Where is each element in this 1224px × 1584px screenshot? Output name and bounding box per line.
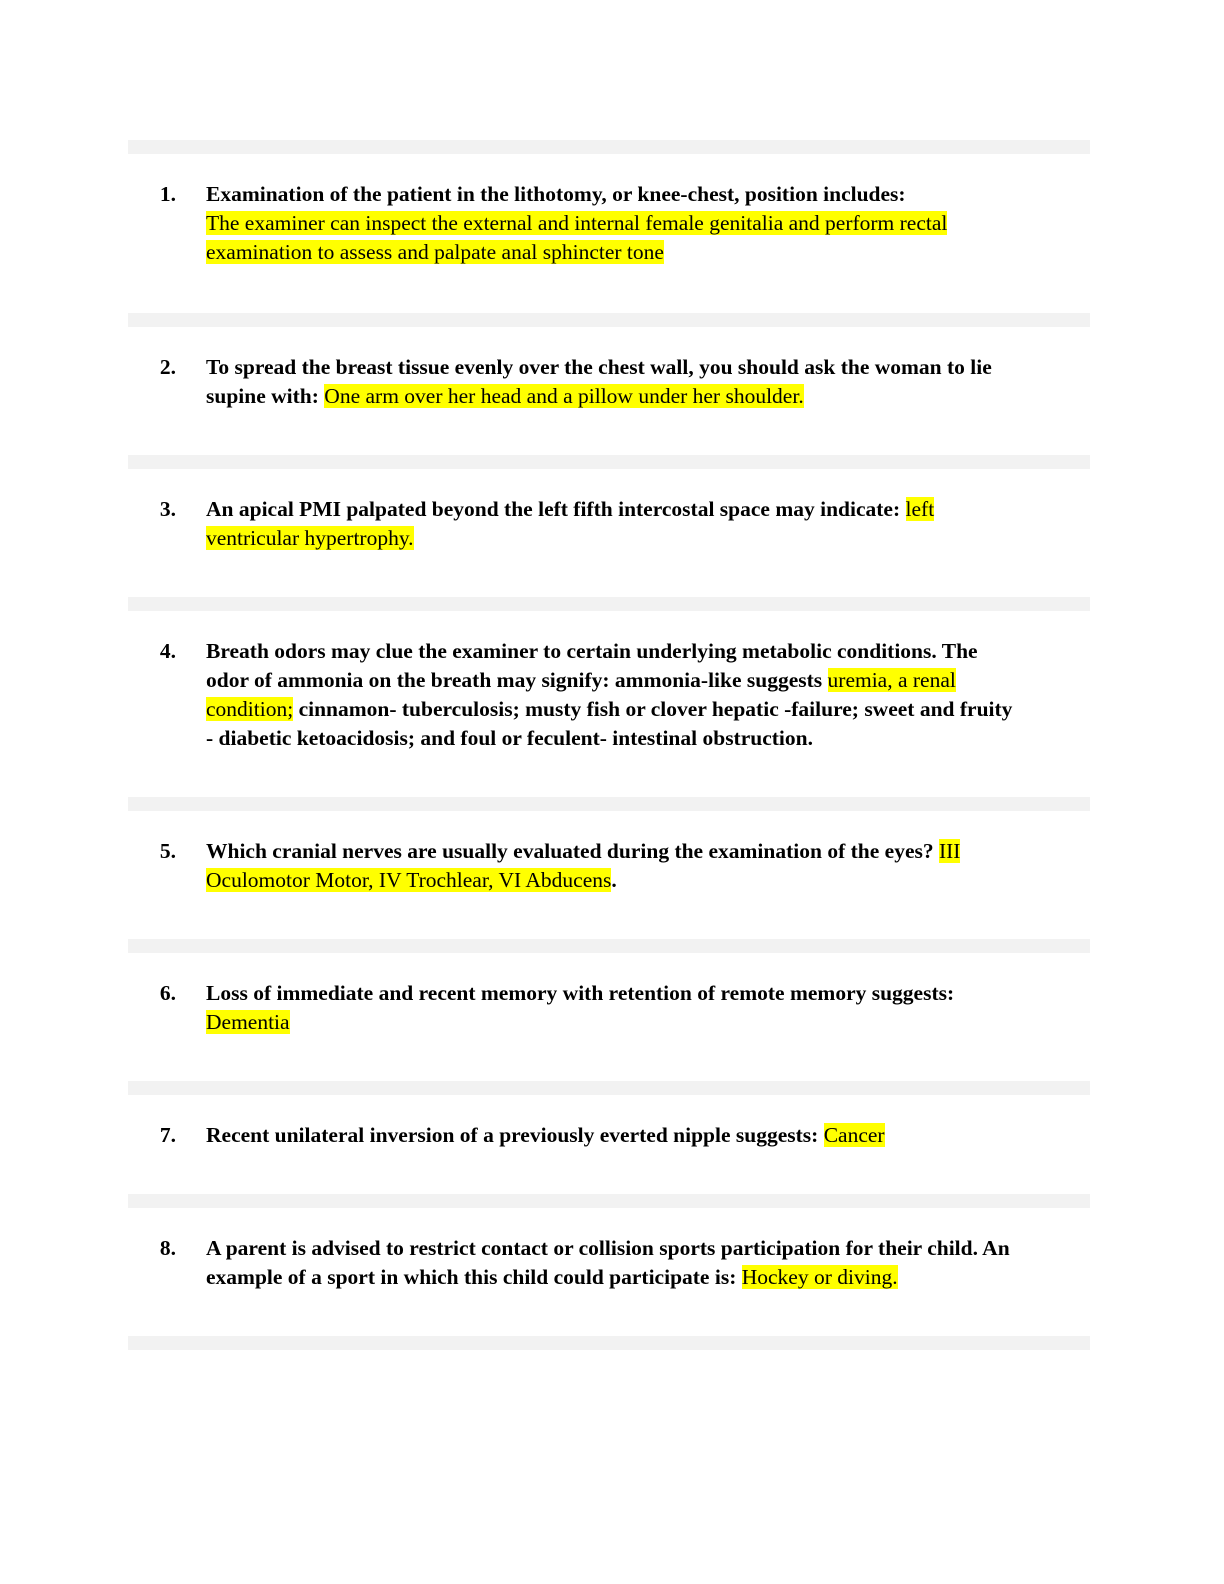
question-trailer: cinnamon- tuberculosis; musty fish or clover hepatic -failure; sweet and fruity - diabetic ketoacidosis; and foul or feculent- intestinal obstruction. — [206, 697, 1013, 750]
list-item-number: 7. — [159, 1123, 176, 1147]
question-prompt: Loss of immediate and recent memory with retention of remote memory suggests: — [206, 981, 955, 1005]
list-item-body — [206, 353, 1016, 411]
section-separator — [128, 1081, 1090, 1095]
list-item-body — [206, 180, 1016, 267]
question-trailer: . — [611, 868, 617, 892]
question-prompt: To spread the breast tissue evenly over the chest wall, you should ask the woman to lie supine with: — [206, 355, 992, 408]
list-item-number: 3. — [159, 497, 176, 521]
section-separator — [128, 455, 1090, 469]
question-answer: uremia, a renal condition; — [206, 668, 956, 721]
question-prompt: Which cranial nerves are usually evaluated during the examination of the eyes? — [206, 839, 934, 863]
question-answer: Cancer — [823, 1123, 885, 1147]
question-prompt: Breath odors may clue the examiner to certain underlying metabolic conditions. The odor of ammonia on the breath may signify: ammonia-like suggests — [206, 639, 978, 692]
list-item-body — [206, 1121, 1016, 1150]
section-separator — [128, 1336, 1090, 1350]
list-item-number: 5. — [159, 839, 176, 863]
question-answer: Dementia — [206, 1010, 290, 1034]
list-item-number: 4. — [159, 639, 176, 663]
list-item — [128, 495, 1090, 553]
list-item-body — [206, 495, 1016, 553]
section-separator — [128, 939, 1090, 953]
section-separator — [128, 1194, 1090, 1208]
list-item — [128, 1234, 1090, 1292]
list-item-number: 6. — [159, 981, 176, 1005]
list-item — [128, 353, 1090, 411]
list-item — [128, 1121, 1090, 1150]
question-prompt: Recent unilateral inversion of a previously everted nipple suggests: — [206, 1123, 819, 1147]
section-separator — [128, 797, 1090, 811]
question-prompt: An apical PMI palpated beyond the left fifth intercostal space may indicate: — [206, 497, 901, 521]
question-answer: Hockey or diving. — [741, 1265, 898, 1289]
list-item-body — [206, 637, 1016, 753]
question-answer: One arm over her head and a pillow under her shoulder. — [324, 384, 804, 408]
list-item-body — [206, 1234, 1016, 1292]
section-separator — [128, 313, 1090, 327]
list-item — [128, 837, 1090, 895]
question-prompt: Examination of the patient in the lithotomy, or knee-chest, position includes: — [206, 182, 906, 206]
list-item-number: 2. — [159, 355, 176, 379]
list-item-body — [206, 979, 1016, 1037]
list-item — [128, 979, 1090, 1037]
section-separator — [128, 597, 1090, 611]
question-answer: left ventricular hypertrophy. — [206, 497, 935, 550]
list-item-number: 1. — [159, 182, 176, 206]
question-list — [128, 140, 1090, 1350]
question-answer: III Oculomotor Motor, IV Trochlear, VI Abducens — [206, 839, 961, 892]
question-answer: The examiner can inspect the external and internal female genitalia and perform rectal examination to assess and palpate anal sphincter tone — [206, 211, 948, 264]
list-item-number: 8. — [159, 1236, 176, 1260]
list-item — [128, 637, 1090, 753]
list-item-body — [206, 837, 1016, 895]
section-separator — [128, 140, 1090, 154]
list-item — [128, 180, 1090, 267]
question-prompt: A parent is advised to restrict contact or collision sports participation for their child. An example of a sport in which this child could participate is: — [206, 1236, 1010, 1289]
